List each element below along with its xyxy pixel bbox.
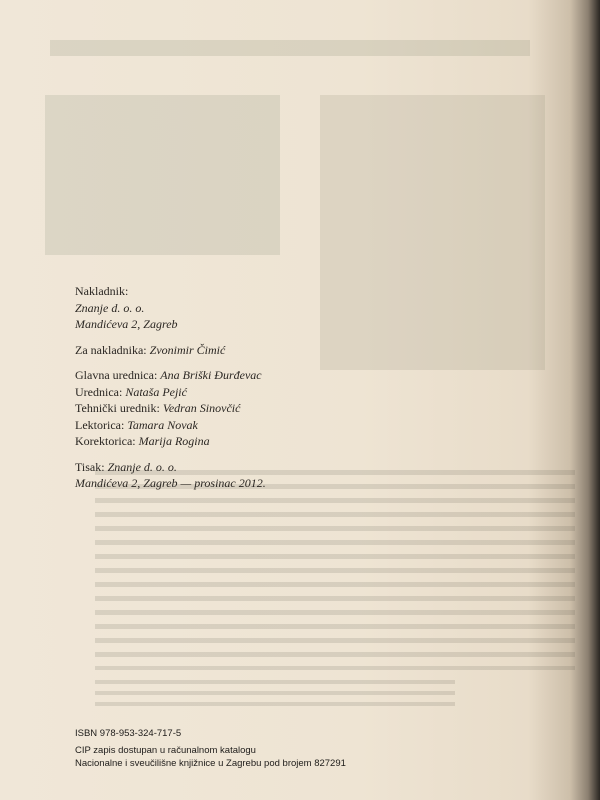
publisher-heading: Nakladnik:	[75, 284, 129, 298]
show-through-cover-left	[45, 95, 280, 255]
show-through-text	[95, 470, 575, 670]
staff-line-proofreader	[75, 433, 266, 450]
staff-value: Tamara Novak	[127, 417, 198, 432]
print-label: Tisak:	[75, 459, 105, 474]
print-line	[75, 459, 266, 476]
publisher-name: Znanje d. o. o.	[75, 300, 145, 315]
for-publisher-value: Zvonimir Čimić	[149, 342, 226, 357]
for-publisher-line	[75, 342, 266, 359]
show-through-cover-right	[320, 95, 545, 370]
staff-label: Glavna urednica:	[75, 368, 158, 382]
isbn: ISBN 978-953-324-717-5	[75, 728, 182, 739]
for-publisher-label: Za nakladnika:	[75, 342, 147, 357]
staff-value: Nataša Pejić	[125, 384, 187, 399]
cip-line-1: CIP zapis dostupan u računalnom katalogu	[75, 744, 256, 756]
isbn-cip-block	[75, 727, 346, 771]
staff-line-editor	[75, 384, 266, 401]
staff-label: Tehnički urednik:	[75, 401, 160, 415]
staff-value: Ana Briški Đurđevac	[160, 368, 262, 382]
cip-line-2: Nacionalne i sveučilišne knjižnice u Zagrebu pod brojem 827291	[75, 758, 346, 769]
print-value: Znanje d. o. o.	[107, 459, 177, 474]
print-address-date: Mandićeva 2, Zagreb — prosinac 2012.	[75, 476, 266, 490]
staff-value: Vedran Sinovčić	[162, 401, 241, 415]
show-through-band	[50, 40, 530, 56]
staff-line-language-editor	[75, 417, 266, 434]
imprint-block	[75, 283, 266, 492]
staff-value: Marija Rogina	[138, 434, 210, 448]
publisher-address: Mandićeva 2, Zagreb	[75, 317, 178, 331]
staff-label: Urednica:	[75, 384, 123, 399]
staff-line-technical-editor	[75, 400, 266, 417]
staff-line-editor-in-chief	[75, 367, 266, 384]
show-through-text-2	[95, 680, 455, 710]
staff-label: Lektorica:	[75, 417, 125, 432]
staff-label: Korektorica:	[75, 434, 136, 448]
